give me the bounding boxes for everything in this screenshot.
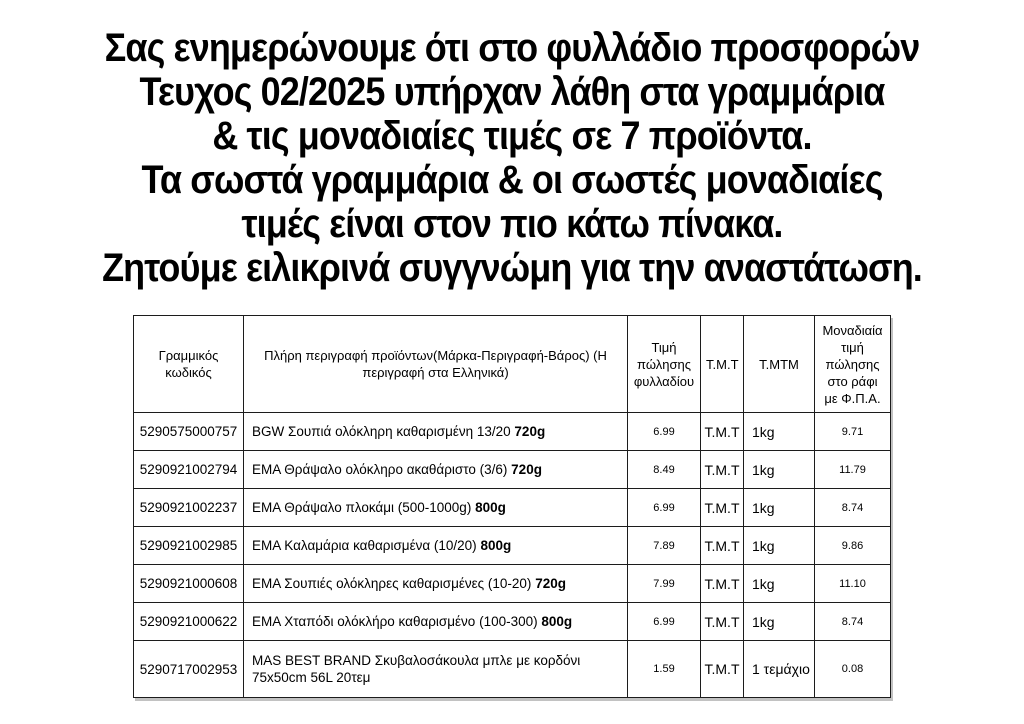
announcement-line-3: & τις μοναδιαίες τιμές σε 7 προϊόντα. [212,114,812,158]
cell-unit-price [815,451,891,489]
unit-price-value: 11.10 [839,577,866,590]
tmt-value: Τ.Μ.Τ [704,537,740,554]
tmtm-value: 1kg [752,575,775,592]
tmtm-value: 1kg [752,537,775,554]
description-text: ΕΜΑ Θράψαλο ολόκληρο ακαθάριστο (3/6) [252,462,508,477]
announcement-line-6: Ζητούμε ειλικρινά συγγνώμη για την αναστάτωση. [102,246,922,290]
unit-price-value: 9.71 [841,425,864,438]
cell-leaflet-price [628,451,701,489]
cell-barcode [134,603,244,641]
cell-tmt [701,451,744,489]
header-leaflet-price: Τιμή πώλησης φυλλαδίου [628,316,701,413]
header-tmtm: Τ.ΜΤΜ [744,316,815,413]
weight-text: 720g [535,576,566,591]
weight-text: 720g [514,424,546,439]
cell-tmtm [744,451,815,489]
cell-tmtm [744,565,815,603]
cell-leaflet-price [628,527,701,565]
table-row [134,489,891,527]
cell-tmt [701,527,744,565]
table-row [134,451,891,489]
cell-tmt [701,413,744,451]
cell-barcode [134,413,244,451]
header-unit-price: Μοναδιαία τιμή πώλησης στο ράφι με Φ.Π.Α. [815,316,891,413]
cell-barcode [134,489,244,527]
table-row [134,527,891,565]
leaflet-price-value: 6.99 [653,501,675,514]
unit-price-value: 8.74 [841,615,864,628]
barcode-value: 5290575000757 [139,424,238,439]
barcode-value: 5290921002794 [139,462,238,477]
cell-description [244,603,628,641]
tmtm-value: 1kg [752,613,775,630]
barcode-value: 5290921002985 [139,538,238,553]
weight-text: 720g [511,462,542,477]
cell-description [244,451,628,489]
header-description: Πλήρη περιγραφή προϊόντων(Μάρκα-Περιγραφή-Βάρος) (Η περιγραφή στα Ελληνικά) [244,316,628,413]
cell-tmtm [744,641,815,698]
tmtm-value: 1 τεμάχιο [752,661,810,677]
tmtm-value: 1kg [752,499,775,516]
description-text: MAS BEST BRAND Σκυβαλοσάκουλα μπλε με κορδόνι 75x50cm 56L 20τεμ [252,653,581,685]
weight-text: 800g [541,614,573,629]
cell-unit-price [815,603,891,641]
cell-tmtm [744,527,815,565]
cell-tmtm [744,489,815,527]
cell-tmt [701,641,744,698]
description-text: ΕΜΑ Σουπιές ολόκληρες καθαρισμένες (10-20) [252,576,532,591]
cell-unit-price [815,527,891,565]
cell-leaflet-price [628,489,701,527]
announcement-line-5: τιμές είναι στον πιο κάτω πίνακα. [241,202,783,246]
unit-price-value: 0.08 [841,663,864,675]
tmt-value: Τ.Μ.Τ [704,423,740,440]
tmt-value: Τ.Μ.Τ [704,499,740,516]
description-text: BGW Σουπιά ολόκληρη καθαρισμένη 13/20 [252,424,511,439]
tmt-value: Τ.Μ.Τ [704,575,740,592]
notice-page [0,26,1024,724]
corrections-table [133,315,891,698]
weight-text: 800g [475,500,506,515]
table-row [134,413,891,451]
cell-unit-price [815,413,891,451]
cell-tmt [701,603,744,641]
table-row [134,603,891,641]
table-row [134,641,891,698]
cell-description [244,489,628,527]
leaflet-price-value: 8.49 [653,463,675,476]
cell-unit-price [815,641,891,698]
cell-leaflet-price [628,565,701,603]
cell-tmt [701,489,744,527]
leaflet-price-value: 6.99 [653,425,675,438]
cell-tmtm [744,413,815,451]
announcement-line-4: Τα σωστά γραμμάρια & οι σωστές μοναδιαίες [141,158,883,202]
weight-text: 800g [480,538,512,553]
cell-description [244,565,628,603]
description-text: ΕΜΑ Καλαμάρια καθαρισμένα (10/20) [252,538,477,553]
cell-description [244,641,628,698]
cell-leaflet-price [628,603,701,641]
barcode-value: 5290921002237 [139,500,238,515]
barcode-value: 5290921000608 [139,576,238,591]
cell-barcode [134,527,244,565]
tmt-value: Τ.Μ.Τ [704,613,740,630]
header-tmt: Τ.Μ.Τ [701,316,744,413]
header-code: Γραμμικός κωδικός [134,316,244,413]
cell-unit-price [815,565,891,603]
cell-tmtm [744,603,815,641]
leaflet-price-value: 6.99 [653,615,675,628]
announcement-line-1: Σας ενημερώνουμε ότι στο φυλλάδιο προσφορών [104,26,920,70]
tmtm-value: 1kg [752,461,775,478]
cell-barcode [134,641,244,698]
cell-barcode [134,565,244,603]
unit-price-value: 8.74 [841,501,864,514]
cell-leaflet-price [628,413,701,451]
description-text: ΕΜΑ Θράψαλο πλοκάμι (500-1000g) [252,500,472,515]
leaflet-price-value: 7.99 [653,577,675,590]
leaflet-price-value: 7.89 [653,539,675,552]
table-row [134,565,891,603]
cell-tmt [701,565,744,603]
barcode-value: 5290717002953 [139,661,238,677]
table-header-row [134,316,891,413]
tmt-value: Τ.Μ.Τ [704,661,740,677]
unit-price-value: 9.86 [841,539,864,552]
description-text: ΕΜΑ Χταπόδι ολόκλήρο καθαρισμένο (100-300) [252,614,538,629]
unit-price-value: 11.79 [839,463,866,476]
announcement-line-2: Τευχος 02/2025 υπήρχαν λάθη στα γραμμάρια [139,70,885,114]
announcement-text [51,26,973,290]
tmtm-value: 1kg [752,423,775,440]
tmt-value: Τ.Μ.Τ [704,461,740,478]
cell-unit-price [815,489,891,527]
barcode-value: 5290921000622 [139,614,238,629]
leaflet-price-value: 1.59 [653,663,675,675]
cell-barcode [134,451,244,489]
cell-leaflet-price [628,641,701,698]
cell-description [244,413,628,451]
cell-description [244,527,628,565]
